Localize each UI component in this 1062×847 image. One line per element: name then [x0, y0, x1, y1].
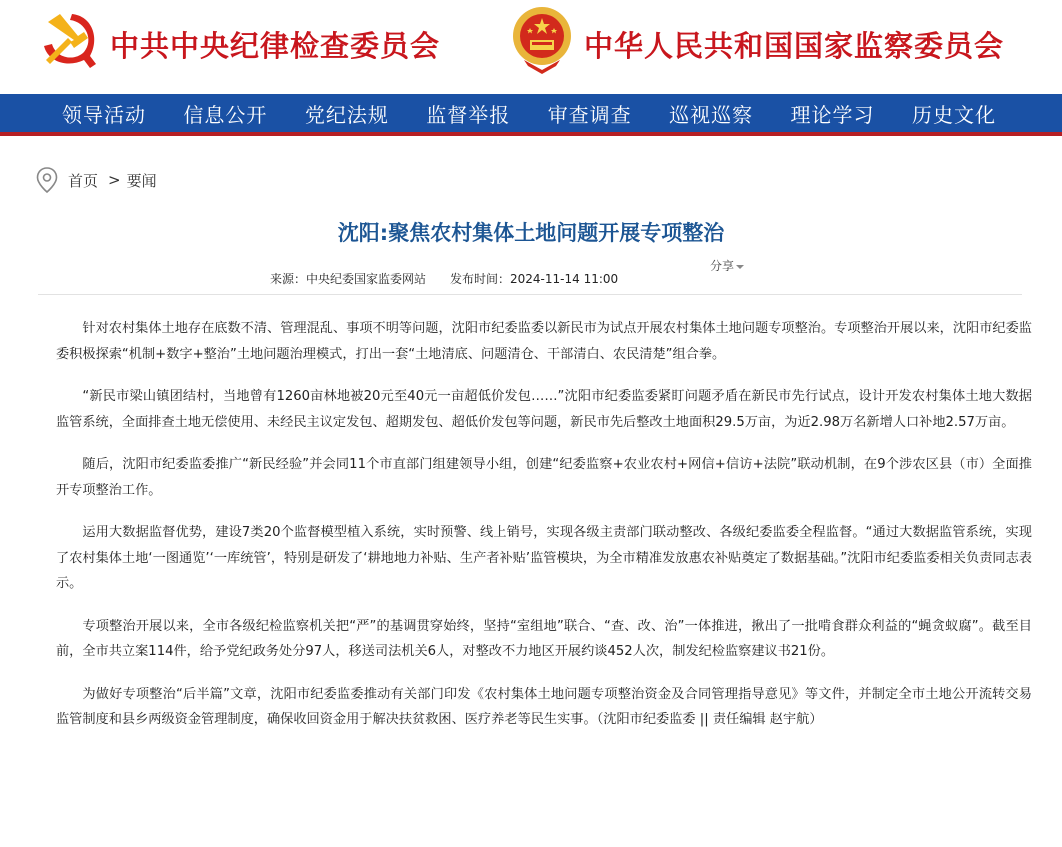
nav-item-inspection[interactable]: 巡视巡察: [669, 102, 754, 127]
share-label: 分享: [710, 259, 735, 273]
breadcrumb-home-link[interactable]: 首页: [68, 171, 99, 190]
nav-item-report[interactable]: 监督举报: [426, 102, 511, 127]
ccdi-title: 中共中央纪律检查委员会: [110, 29, 441, 63]
article-source: 来源：中央纪委国家监委网站: [270, 272, 427, 286]
breadcrumb: [36, 166, 157, 194]
article-paragraph: 随后，沈阳市纪委监委推广“新民经验”并会同11个市直部门组建领导小组，创建“纪委监察+农业农村+网信+信访+法院”联动机制，在9个涉农区县（市）全面推开专项整治工作。: [56, 457, 1032, 498]
nav-item-regulations[interactable]: 党纪法规: [304, 102, 389, 127]
nsc-title: 中华人民共和国国家监察委员会: [584, 29, 1005, 63]
article-title: 沈阳:聚焦农村集体土地问题开展专项整治: [337, 221, 725, 245]
share-button[interactable]: [710, 257, 744, 274]
breadcrumb-separator: >: [108, 171, 121, 189]
article-paragraph: “新民市梁山镇团结村，当地曾有1260亩林地被20元至40元一亩超低价发包……”沈阳市纪委监委紧盯问题矛盾在新民市先行试点，设计开发农村集体土地大数据监管系统，全面排查土地无偿使用、未经民主议定发包、超期发包、超低价发包等问题，新民市先后整改土地面积29.5万亩，为近2.98万名新增人口补地2.57万亩。: [56, 389, 1032, 430]
nav-item-information[interactable]: 信息公开: [183, 102, 268, 127]
main-nav: [0, 94, 1062, 136]
party-emblem-icon: [38, 8, 102, 70]
article-date: 发布时间：2024-11-14 11:00: [450, 272, 619, 286]
nav-item-history[interactable]: 历史文化: [911, 102, 996, 127]
nav-item-theory[interactable]: 理论学习: [790, 102, 875, 127]
site-header: [0, 0, 1062, 94]
article-body: [56, 316, 1032, 750]
article-meta: [270, 270, 618, 287]
article-paragraph: 针对农村集体土地存在底数不清、管理混乱、事项不明等问题，沈阳市纪委监委以新民市为试点开展农村集体土地问题专项整治。专项整治开展以来，沈阳市纪委监委积极探索“机制+数字+整治”土地问题治理模式，打出一套“土地清底、问题清仓、干部清白、农民清楚”组合拳。: [56, 321, 1032, 362]
breadcrumb-current-link[interactable]: 要闻: [126, 171, 157, 190]
location-pin-icon: [36, 167, 58, 193]
article-paragraph: 为做好专项整治“后半篇”文章，沈阳市纪委监委推动有关部门印发《农村集体土地问题专项整治资金及合同管理指导意见》等文件，并制定全市土地公开流转交易监管制度和县乡两级资金管理制度，确保收回资金用于解决扶贫救困、医疗养老等民生实事。（沈阳市纪委监委 || 责任编辑 赵宇航）: [56, 686, 1032, 727]
header-divider: [38, 294, 1022, 295]
caret-down-icon: [736, 265, 744, 269]
national-emblem-icon: [510, 4, 574, 76]
article-paragraph: 专项整治开展以来，全市各级纪检监察机关把“严”的基调贯穿始终，坚持“室组地”联合、“查、改、治”一体推进，揪出了一批啃食群众利益的“蝇贪蚁腐”。截至目前，全市共立案114件，给予党纪政务处分97人，移送司法机关6人，对整改不力地区开展约谈452人次，制发纪检监察建议书21份。: [56, 618, 1032, 659]
nav-item-investigation[interactable]: 审查调查: [547, 102, 632, 127]
article-paragraph: 运用大数据监督优势，建设7类20个监督模型植入系统，实时预警、线上销号，实现各级主责部门联动整改、各级纪委监委全程监督。“通过大数据监管系统，实现了农村集体土地‘一图通览’‘一库统管’，特别是研发了‘耕地地力补贴、生产者补贴’监管模块，为全市精准发放惠农补贴奠定了数据基础。”沈阳市纪委监委相关负责同志表示。: [56, 525, 1032, 591]
nav-item-leadership[interactable]: 领导活动: [62, 102, 146, 127]
